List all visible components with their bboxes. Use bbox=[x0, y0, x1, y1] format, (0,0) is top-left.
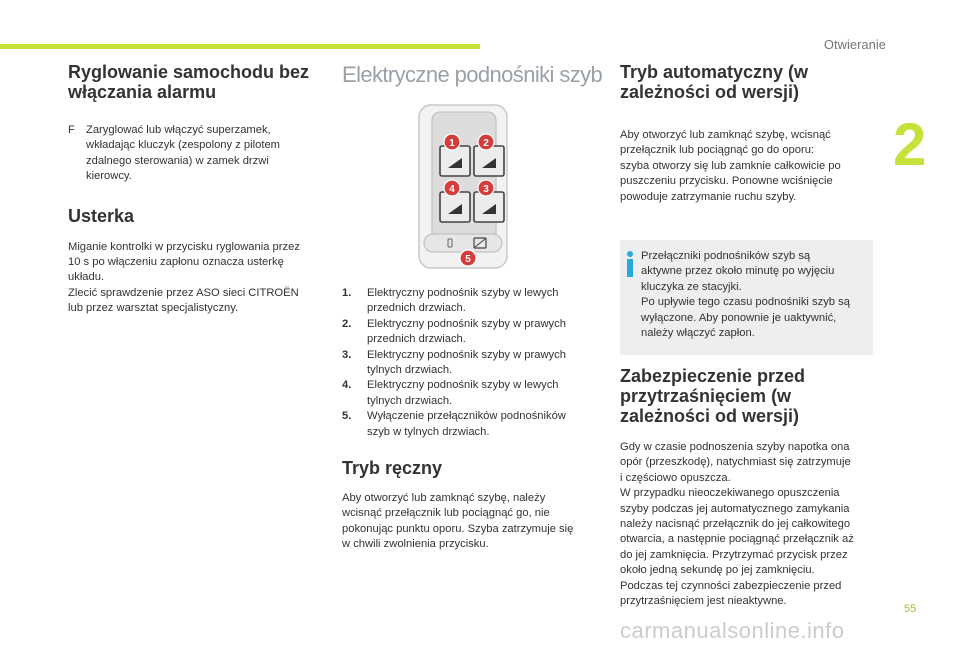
section-title: Otwieranie bbox=[823, 37, 886, 52]
column-left bbox=[68, 62, 330, 317]
list-item: 2. Elektryczny podnośnik szyby w prawych przednich drzwiach. bbox=[342, 317, 566, 346]
list-item: 5. Wyłączenie przełączników podnośników szyb w tylnych drzwiach. bbox=[342, 410, 566, 438]
callout-3: 3 bbox=[483, 184, 489, 195]
info-text: Przełączniki podnośników szyb są aktywne przez około minutę po wyjęciu kluczyka ze stacyjki. Po upływie tego czasu podnośniki szyb są wyłączone. Aby ponownie je uaktywnić, należy włączyć zapłon. bbox=[641, 250, 850, 340]
bullet-text: Zaryglować lub włączyć superzamek, wkładając kluczyk (zespolony z pilotem zdalnego sterowania) w zamek drzwi kierowcy. bbox=[86, 124, 280, 183]
info-icon bbox=[624, 250, 636, 278]
callout-1: 1 bbox=[449, 138, 455, 149]
auto-mode-paragraph: Aby otworzyć lub zamknąć szybę, wcisnąć przełącznik lub pociągnąć go do oporu: szyba otworzy się lub zamknie całkowicie po puszczeniu przycisku. Ponowne wciśnięcie powoduje zatrzymanie ruchu szyby. bbox=[620, 129, 841, 203]
anti-pinch-section bbox=[620, 366, 875, 609]
callout-2: 2 bbox=[483, 138, 489, 149]
heading-auto-mode: Tryb automatyczny (w zależności od wersji) bbox=[620, 62, 809, 102]
list-item: 1. Elektryczny podnośnik szyby w lewych przednich drzwiach. bbox=[342, 287, 559, 315]
column-middle bbox=[342, 62, 603, 88]
callout-4: 4 bbox=[449, 184, 455, 195]
heading-anti-pinch: Zabezpieczenie przed przytrzaśnięciem (w zależności od wersji) bbox=[620, 366, 806, 426]
callout-5: 5 bbox=[465, 254, 471, 265]
bullet-symbol: F bbox=[68, 124, 75, 136]
column-right bbox=[620, 62, 875, 205]
heading-power-windows: Elektryczne podnośniki szyb bbox=[342, 62, 603, 87]
accent-bar bbox=[0, 44, 480, 49]
legend-list bbox=[342, 286, 594, 440]
heading-locking: Ryglowanie samochodu bez włączania alarmu bbox=[68, 62, 310, 102]
page-number: 55 bbox=[904, 603, 917, 615]
bullet-item bbox=[68, 123, 330, 185]
anti-pinch-paragraph: Gdy w czasie podnoszenia szyby napotka ona opór (przeszkodę), natychmiast się zatrzymuje i częściowo opuszcza. W przypadku nieoczekiwanego opuszczenia szyby podczas jej automatycznego zamykania należy nacisnąć przełącznik do jej całkowitego otwarcia, a następnie pociągnąć przełącznik aż do jej zamknięcia. Przytrzymać przycisk przez około jedną sekundę po jej zamknięciu. Podczas tej czynności zabezpieczenie przed przytrzaśnięciem jest nieaktywne. bbox=[620, 441, 854, 608]
heading-fault: Usterka bbox=[68, 205, 135, 226]
info-box bbox=[620, 240, 873, 355]
manual-mode-paragraph: Aby otworzyć lub zamknąć szybę, należy wcisnąć przełącznik lub pociągnąć go, nie pokonując punktu oporu. Szyba zatrzymuje się w chwili zwolnienia przycisku. bbox=[342, 492, 574, 551]
list-item: 3. Elektryczny podnośnik szyby w prawych tylnych drzwiach. bbox=[342, 348, 566, 377]
chapter-number: 2 bbox=[893, 111, 927, 178]
manual-mode-section bbox=[342, 458, 594, 553]
list-item: 4. Elektryczny podnośnik szyby w lewych tylnych drzwiach. bbox=[342, 379, 559, 407]
fault-paragraph: Miganie kontrolki w przycisku ryglowania przez 10 s po włączeniu zapłonu oznacza usterkę układu. Zlecić sprawdzenie przez ASO sieci CITROËN lub przez warsztat specjalistyczny. bbox=[68, 240, 300, 315]
window-switch-panel-figure bbox=[418, 104, 510, 269]
watermark: carmanualsonline.info bbox=[620, 618, 845, 643]
heading-manual-mode: Tryb ręczny bbox=[342, 458, 443, 478]
